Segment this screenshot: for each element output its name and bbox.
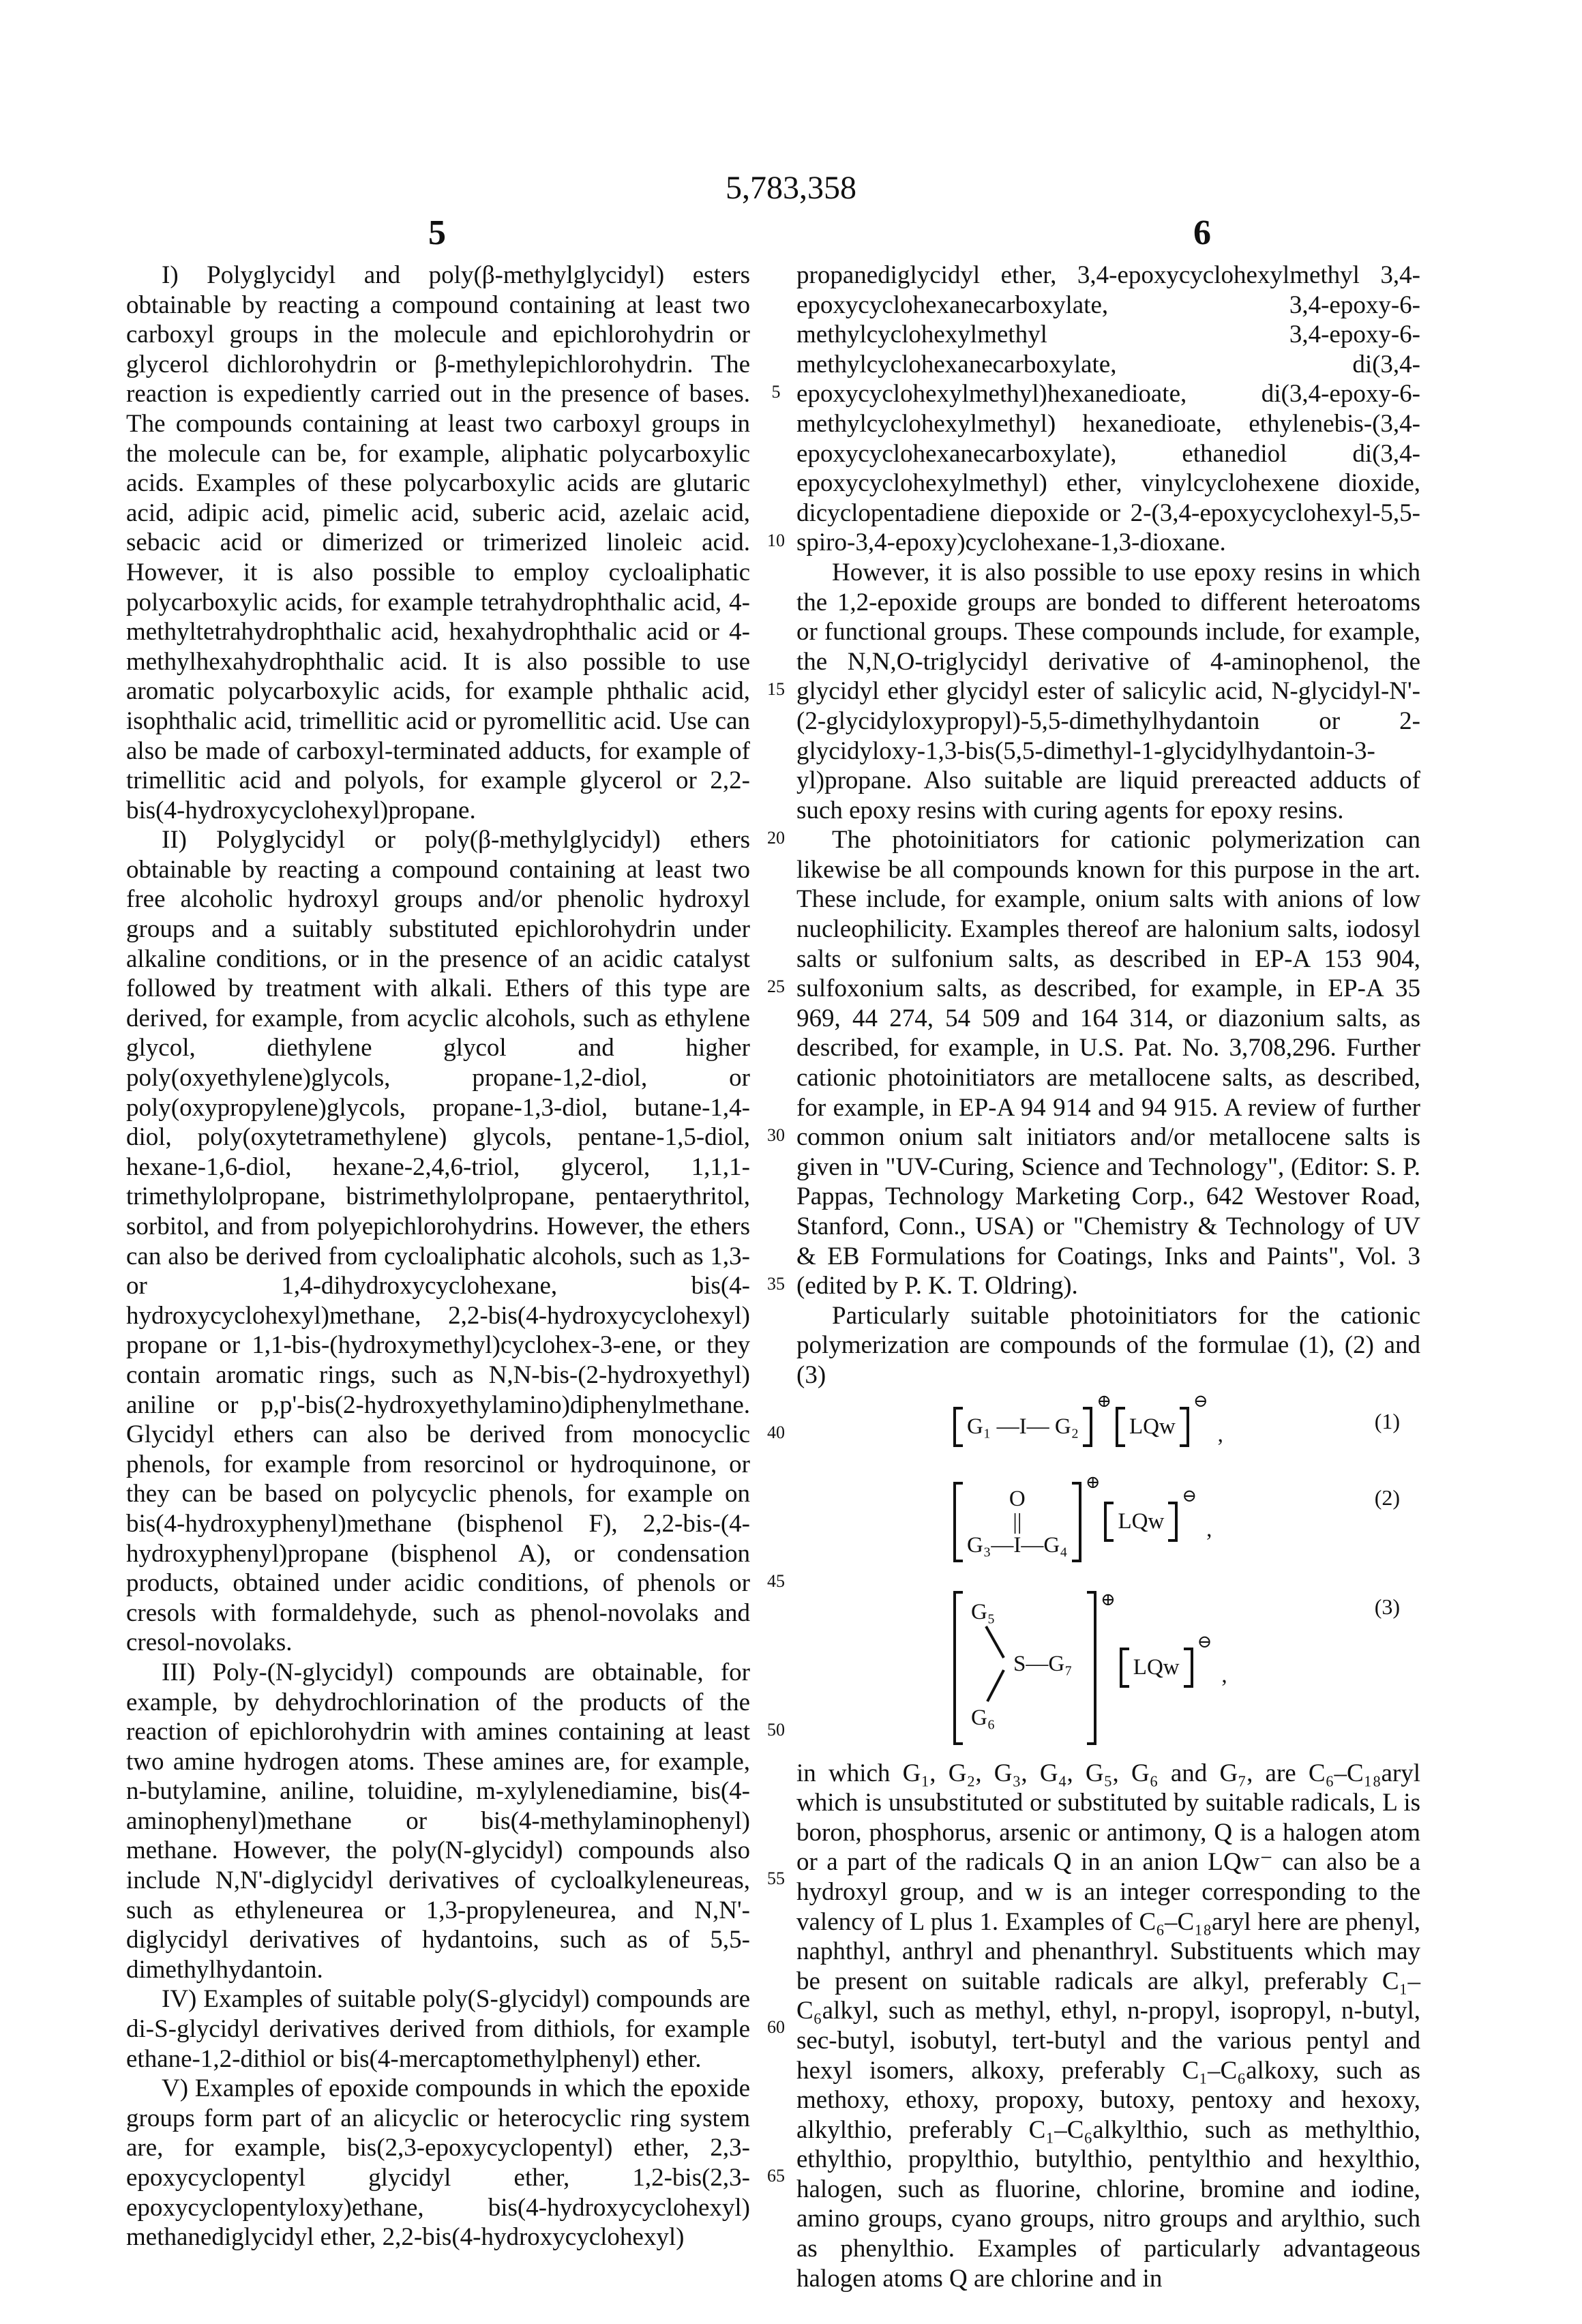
- paragraph-continuation: propanediglycidyl ether, 3,4-epoxycyclohexylmethyl 3,4-epoxycyclohexanecarboxylate, 3,4-epoxy-6-methylcyclohexylmethyl 3,4-epoxy-6-methylcyclohexanecarboxylate, di(3,4-epoxycyclohexylmethyl)hexanedioate, di(3,4-epoxy-6-methylcyclohexylmethyl) hexanedioate, ethylenebis-(3,4-epoxycyclohexanecarboxylate), ethanediol di(3,4-epoxycyclohexylmethyl) ether, vinylcyclohexene dioxide, dicyclopentadiene diepoxide or 2-(3,4-epoxycyclohexyl-5,5-spiro-3,4-epoxy)cyclohexane-1,3-dioxane.: [796, 260, 1420, 558]
- column-number-right: 6: [1193, 213, 1211, 253]
- formula-atom: I: [1013, 1533, 1021, 1558]
- formula-group: G₃: [967, 1533, 991, 1558]
- formula-2: O || G₃—I—G₄ ⊕ LQw ⊖ ,: [953, 1482, 1212, 1562]
- paragraph-poly-n-glycidyl: III) Poly-(N-glycidyl) compounds are obtainable, for example, by dehydrochlorination of the products of the reaction of epichlorohydrin with amines containing at least two amine hydrogen atoms. These amines are, for example, n-butylamine, aniline, toluidine, m-xylylenediamine, bis(4-aminophenyl)methane or bis(4-methylaminophenyl) methane. However, the poly(N-glycidyl) compounds also include N,N'-diglycidyl derivatives of cycloalkyleneureas, such as ethyleneurea or 1,3-propyleneurea, and N,N'-diglycidyl derivatives of hydantoins, such as of 5,5-dimethylhydantoin.: [126, 1658, 750, 1985]
- left-column: [126, 260, 750, 2252]
- plus-charge: ⊕: [1086, 1468, 1101, 1498]
- minus-charge: ⊖: [1182, 1481, 1197, 1511]
- paragraph-photoinitiators: The photoinitiators for cationic polymerization can likewise be all compounds known for this purpose in the art. These include, for example, onium salts with anions of low nucleophilicity. Examples thereof are halonium salts, iodosyl salts or sulfonium salts, as described in EP-A 153 904, sulfoxonium salts, as described, for example, in EP-A 35 969, 44 274, 54 509 and 164 314, or diazonium salts, as described, for example, in U.S. Pat. No. 3,708,296. Further cationic photoinitiators are metallocene salts, as described, for example, in EP-A 94 914 and 94 915. A review of further common onium salt initiators and/or metallocene salts is given in "UV-Curing, Science and Technology", (Editor: S. P. Pappas, Technology Marketing Corp., 642 Westover Road, Stanford, Conn., USA) or "Chemistry & Technology of UV & EB Formulations for Coatings, Inks and Paints", Vol. 3 (edited by P. K. T. Oldring).: [796, 825, 1420, 1301]
- paragraph-polyglycidyl-esters: I) Polyglycidyl and poly(β-methylglycidyl) esters obtainable by reacting a compound containing at least two carboxyl groups in the molecule and epichlorohydrin or glycerol dichlorohydrin or β-methylepichlorohydrin. The reaction is expediently carried out in the presence of bases. The compounds containing at least two carboxyl groups in the molecule can be, for example, aliphatic polycarboxylic acids. Examples of these polycarboxylic acids are glutaric acid, adipic acid, pimelic acid, suberic acid, azelaic acid, sebacic acid or dimerized or trimerized linoleic acid. However, it is also possible to employ cycloaliphatic polycarboxylic acids, for example tetrahydrophthalic acid, 4-methyltetrahydrophthalic acid, hexahydrophthalic acid or 4-methylhexahydrophthalic acid. It is also possible to use aromatic polycarboxylic acids, for example phthalic acid, isophthalic acid, trimellitic acid or pyromellitic acid. Use can also be made of carboxyl-terminated adducts, for example of trimellitic acid and polyols, for example glycerol or 2,2-bis(4-hydroxycyclohexyl)propane.: [126, 260, 750, 825]
- line-number: 25: [762, 977, 790, 997]
- formula-group: G₂: [1055, 1414, 1079, 1439]
- paragraph-epoxy-resins: However, it is also possible to use epoxy resins in which the 1,2-epoxide groups are bonded to different heteroatoms or functional groups. These compounds include, for example, the N,N,O-triglycidyl derivative of 4-aminophenol, the glycidyl ether glycidyl ester of salicylic acid, N-glycidyl-N'-(2-glycidyloxypropyl)-5,5-dimethylhydantoin or 2-glycidyloxy-1,3-bis(5,5-dimethyl-1-glycidylhydantoin-3-yl)propane. Also suitable are liquid prereacted adducts of such epoxy resins with curing agents for epoxy resins.: [796, 558, 1420, 825]
- minus-charge: ⊖: [1197, 1627, 1212, 1657]
- line-number: 20: [762, 828, 790, 848]
- formula-1-label: (1): [1375, 1407, 1400, 1437]
- formula-group: G₆: [971, 1703, 995, 1733]
- anion: LQw: [1133, 1655, 1180, 1680]
- comma: ,: [1221, 1661, 1227, 1691]
- line-number: 60: [762, 2017, 790, 2038]
- line-number: 5: [762, 382, 790, 402]
- line-number: 10: [762, 531, 790, 551]
- formula-atom: I: [1019, 1414, 1027, 1439]
- formula-3-label: (3): [1375, 1592, 1400, 1622]
- formula-group: G₅: [971, 1598, 995, 1628]
- formula-group: G₄: [1043, 1533, 1067, 1558]
- line-number: 40: [762, 1422, 790, 1443]
- formula-3: G₅ G₆ S—G₇ ⊕ LQw ⊖ ,: [953, 1591, 1227, 1745]
- formula-oxygen: O: [967, 1487, 1068, 1510]
- formula-atom: S: [1013, 1652, 1026, 1676]
- right-column: [796, 260, 1420, 2293]
- line-number: 55: [762, 1868, 790, 1889]
- double-bond: ||: [967, 1510, 1068, 1534]
- minus-charge: ⊖: [1193, 1386, 1208, 1416]
- formula-group: G₇: [1048, 1652, 1072, 1676]
- line-number: 45: [762, 1571, 790, 1592]
- paragraph-poly-s-glycidyl: IV) Examples of suitable poly(S-glycidyl) compounds are di-S-glycidyl derivatives derived from dithiols, for example ethane-1,2-dithiol or bis(4-mercaptomethylphenyl) ether.: [126, 1984, 750, 2074]
- paragraph-polyglycidyl-ethers: II) Polyglycidyl or poly(β-methylglycidyl) ethers obtainable by reacting a compound containing at least two free alcoholic hydroxyl groups and/or phenolic hydroxyl groups and a suitably substituted epichlorohydrin under alkaline conditions, or in the presence of an acidic catalyst followed by treatment with alkali. Ethers of this type are derived, for example, from acyclic alcohols, such as ethylene glycol, diethylene glycol and higher poly(oxyethylene)glycols, propane-1,2-diol, or poly(oxypropylene)glycols, propane-1,3-diol, butane-1,4-diol, poly(oxytetramethylene) glycols, pentane-1,5-diol, hexane-1,6-diol, hexane-2,4,6-triol, glycerol, 1,1,1-trimethylolpropane, bistrimethylolpropane, pentaerythritol, sorbitol, and from polyepichlorohydrins. However, the ethers can also be derived from cycloaliphatic alcohols, such as 1,3- or 1,4-dihydroxycyclohexane, bis(4-hydroxycyclohexyl)methane, 2,2-bis(4-hydroxycyclohexyl) propane or 1,1-bis-(hydroxymethyl)cyclohex-3-ene, or they contain aromatic rings, such as N,N-bis-(2-hydroxyethyl) aniline or p,p'-bis(2-hydroxyethylamino)diphenylmethane. Glycidyl ethers can also be derived from monocyclic phenols, for example from resorcinol or hydroquinone, or they can be based on polycyclic phenols, for example on bis(4-hydroxyphenyl)methane (bisphenol F), 2,2-bis-(4-hydroxyphenyl)propane (bisphenol A), or condensation products, obtained under acidic conditions, of phenols or cresols with formaldehyde, such as phenol-novolaks and cresol-novolaks.: [126, 825, 750, 1658]
- bond-lines: [981, 1625, 1015, 1703]
- line-number: 15: [762, 679, 790, 700]
- patent-number: 5,783,358: [0, 169, 1582, 207]
- comma: ,: [1218, 1420, 1223, 1450]
- paragraph-formulae-intro: Particularly suitable photoinitiators for the cationic polymerization are compounds of the formulae (1), (2) and (3): [796, 1301, 1420, 1390]
- formula-1: G₁ —I— G₂ ⊕ LQw ⊖ ,: [953, 1407, 1223, 1448]
- anion: LQw: [1129, 1414, 1176, 1439]
- plus-charge: ⊕: [1096, 1386, 1111, 1416]
- anion: LQw: [1118, 1509, 1164, 1534]
- paragraph-epoxide-compounds: V) Examples of epoxide compounds in which the epoxide groups form part of an alicyclic or heterocyclic ring system are, for example, bis(2,3-epoxycyclopentyl) ether, 2,3-epoxycyclopentyl glycidyl ether, 1,2-bis(2,3-epoxycyclopentyloxy)ethane, bis(4-hydroxycyclohexyl) methanediglycidyl ether, 2,2-bis(4-hydroxycyclohexyl): [126, 2074, 750, 2252]
- paragraph-definitions: in which G₁, G₂, G₃, G₄, G₅, G₆ and G₇, are C₆–C₁₈aryl which is unsubstituted or substituted by suitable radicals, L is boron, phosphorus, arsenic or antimony, Q is a halogen atom or a part of the radicals Q in an anion LQw⁻ can also be a hydroxyl group, and w is an integer corresponding to the valency of L plus 1. Examples of C₆–C₁₈aryl here are phenyl, naphthyl, anthryl and phenanthryl. Substituents which may be present on suitable radicals are alkyl, preferably C₁–C₆alkyl, such as methyl, ethyl, n-propyl, isopropyl, n-butyl, sec-butyl, isobutyl, tert-butyl and the various pentyl and hexyl isomers, alkoxy, preferably C₁–C₆alkoxy, such as methoxy, ethoxy, propoxy, butoxy, pentoxy and hexoxy, alkylthio, preferably C₁–C₆alkylthio, such as methylthio, ethylthio, propylthio, butylthio, pentylthio and hexylthio, halogen, such as fluorine, chlorine, bromine and iodine, amino groups, cyano groups, nitro groups and arylthio, such as phenylthio. Examples of particularly advantageous halogen atoms Q are chlorine and in: [796, 1759, 1420, 2294]
- formula-group: G₁: [967, 1414, 991, 1439]
- chemical-formulas: [796, 1400, 1420, 1755]
- line-number: 50: [762, 1720, 790, 1740]
- comma: ,: [1206, 1515, 1212, 1545]
- formula-2-label: (2): [1375, 1483, 1400, 1513]
- column-number-left: 5: [428, 213, 446, 253]
- line-number: 30: [762, 1125, 790, 1146]
- line-number: 35: [762, 1274, 790, 1294]
- line-number: 65: [762, 2166, 790, 2186]
- plus-charge: ⊕: [1101, 1585, 1116, 1615]
